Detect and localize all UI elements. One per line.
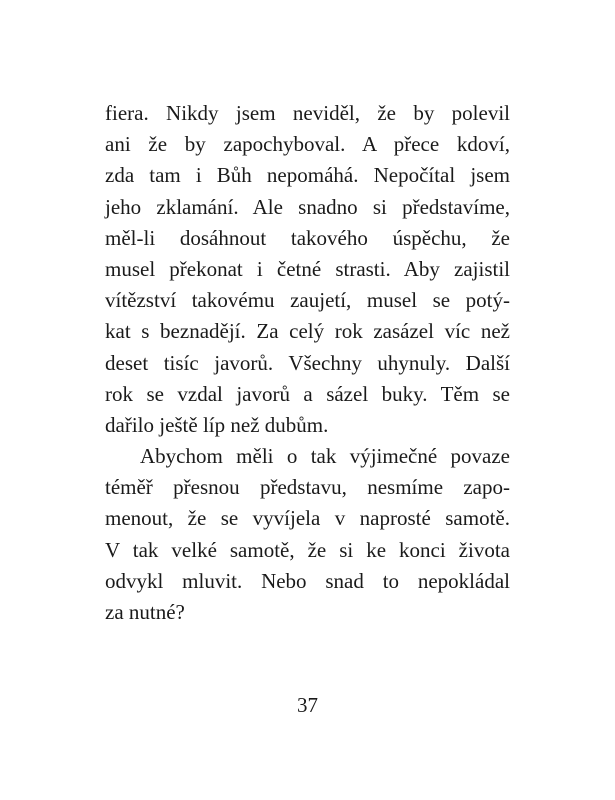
text-line: za nutné? — [105, 600, 185, 624]
text-line: menout, že se vyvíjela v naprosté samotě. — [105, 506, 510, 531]
text-line: odvykl mluvit. Nebo snad to nepokládal — [105, 568, 510, 593]
text-line: musel překonat i četné strasti. Aby zajistil — [105, 256, 510, 281]
text-line: fiera. Nikdy jsem neviděl, že by polevil — [105, 101, 510, 125]
text-line: ani že by zapochyboval. A přece kdoví, — [105, 132, 510, 157]
text-line: dařilo ještě líp než dubům. — [105, 412, 329, 437]
page-number: 37 — [297, 693, 318, 717]
text-line: vítězství takovému zaujetí, musel se potý- — [105, 288, 510, 313]
text-line: téměř přesnou představu, nesmíme zapo- — [105, 475, 510, 500]
text-line: jeho zklamání. Ale snadno si představíme, — [105, 194, 510, 219]
text-line: Abychom měli o tak výjimečné povaze — [140, 444, 510, 469]
text-line: měl-li dosáhnout takového úspěchu, že — [105, 225, 510, 250]
text-line: deset tisíc javorů. Všechny uhynuly. Další — [105, 350, 510, 375]
text-line: rok se vzdal javorů a sázel buky. Těm se — [105, 381, 510, 406]
text-line: kat s beznadějí. Za celý rok zasázel víc než — [105, 319, 510, 344]
paragraph-2 — [105, 441, 510, 628]
body-text — [105, 98, 510, 628]
text-line: zda tam i Bůh nepomáhá. Nepočítal jsem — [105, 163, 510, 188]
paragraph-1 — [105, 98, 510, 441]
text-line: V tak velké samotě, že si ke konci života — [105, 537, 510, 562]
